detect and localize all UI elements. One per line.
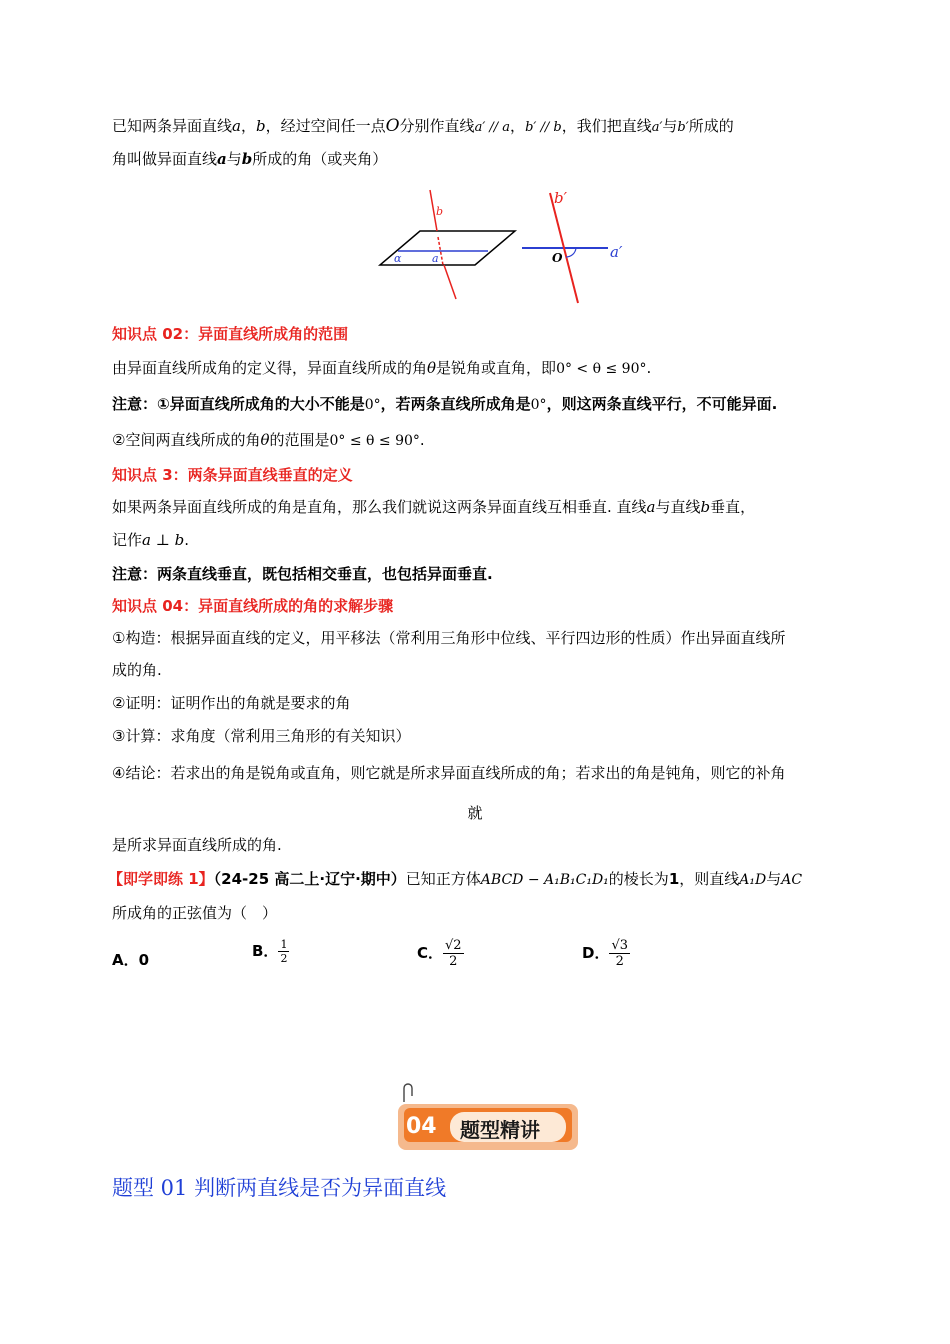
intro-line-1: 已知两条异面直线a，b，经过空间任一点O分别作直线a′ // a，b′ // b，我们把直线a′与b′所成的 bbox=[112, 116, 734, 136]
kp3-note: 注意：两条直线垂直，既包括相交垂直，也包括异面垂直. bbox=[112, 565, 493, 583]
badge-label: 题型精讲 bbox=[460, 1118, 540, 1142]
kp02-heading: 知识点 02：异面直线所成角的范围 bbox=[112, 325, 349, 343]
fraction-half: $\frac{1}{2}$ bbox=[280, 938, 288, 965]
label-b-prime: b′ bbox=[554, 189, 568, 207]
option-b[interactable]: B． $\frac{1}{2}$ bbox=[252, 938, 288, 965]
label-a: a bbox=[432, 252, 439, 265]
exercise-line-1: 【即学即练 1】（24-25 高二上·辽宁·期中）已知正方体ABCD − A₁B₁C₁D₁的棱长为1，则直线A₁D与AC bbox=[108, 870, 803, 888]
kp04-heading: 知识点 04：异面直线所成的角的求解步骤 bbox=[112, 597, 394, 615]
kp04-step-2: ②证明：证明作出的角就是要求的角 bbox=[112, 694, 351, 712]
skew-lines-figure bbox=[370, 185, 640, 305]
section-badge bbox=[398, 1100, 580, 1152]
option-a[interactable]: A．0 bbox=[112, 951, 150, 969]
kp02-line-1: 由异面直线所成角的定义得，异面直线所成的角θ是锐角或直角，即0° < θ ≤ 90°. bbox=[112, 359, 652, 377]
label-alpha: α bbox=[394, 252, 402, 265]
kp3-line-2: 记作a ⊥ b. bbox=[112, 531, 189, 549]
line-b-lower bbox=[444, 265, 456, 299]
kp04-step-4b: 就 bbox=[467, 804, 483, 822]
paperclip-icon bbox=[398, 1082, 418, 1104]
intro-line-2: 角叫做异面直线a与b所成的角（或夹角） bbox=[112, 150, 388, 168]
answer-options bbox=[112, 938, 672, 982]
fraction-sqrt3: $\frac{√3}{2}$ bbox=[611, 938, 629, 969]
kp3-heading: 知识点 3：两条异面直线垂直的定义 bbox=[112, 466, 353, 484]
badge-number: 04 bbox=[406, 1114, 437, 1139]
kp04-step-4c: 是所求异面直线所成的角. bbox=[112, 836, 282, 854]
kp02-line-2: 注意：①异面直线所成角的大小不能是0°，若两条直线所成角是0°，则这两条直线平行，不可能异面. bbox=[112, 395, 778, 413]
exercise-tag: 【即学即练 1】 bbox=[108, 870, 214, 888]
option-c[interactable]: C． $\frac{√2}{2}$ bbox=[417, 938, 462, 969]
kp04-step-1b: 成的角. bbox=[112, 661, 162, 679]
label-a-prime: a′ bbox=[610, 243, 623, 261]
section-title: 题型 01 判断两直线是否为异面直线 bbox=[112, 1176, 447, 1200]
kp02-line-3: ②空间两直线所成的角θ的范围是0° ≤ θ ≤ 90°. bbox=[112, 431, 425, 449]
label-b: b bbox=[436, 205, 444, 218]
kp04-step-3: ③计算：求角度（常利用三角形的有关知识） bbox=[112, 727, 411, 745]
kp04-step-4a: ④结论：若求出的角是锐角或直角，则它就是所求异面直线所成的角；若求出的角是钝角，则它的补角 bbox=[112, 764, 786, 782]
exercise-line-2: 所成角的正弦值为（ ） bbox=[112, 904, 278, 922]
kp04-step-1a: ①构造：根据异面直线的定义，用平移法（常利用三角形中位线、平行四边形的性质）作出异面直线所 bbox=[112, 629, 786, 647]
fraction-sqrt2: $\frac{√2}{2}$ bbox=[445, 938, 462, 969]
label-O: O bbox=[552, 251, 563, 265]
option-d[interactable]: D． $\frac{√3}{2}$ bbox=[582, 938, 629, 969]
angle-arc bbox=[566, 248, 576, 257]
kp3-line-1: 如果两条异面直线所成的角是直角，那么我们就说这两条异面直线互相垂直. 直线a与直线b垂直， bbox=[112, 498, 756, 516]
